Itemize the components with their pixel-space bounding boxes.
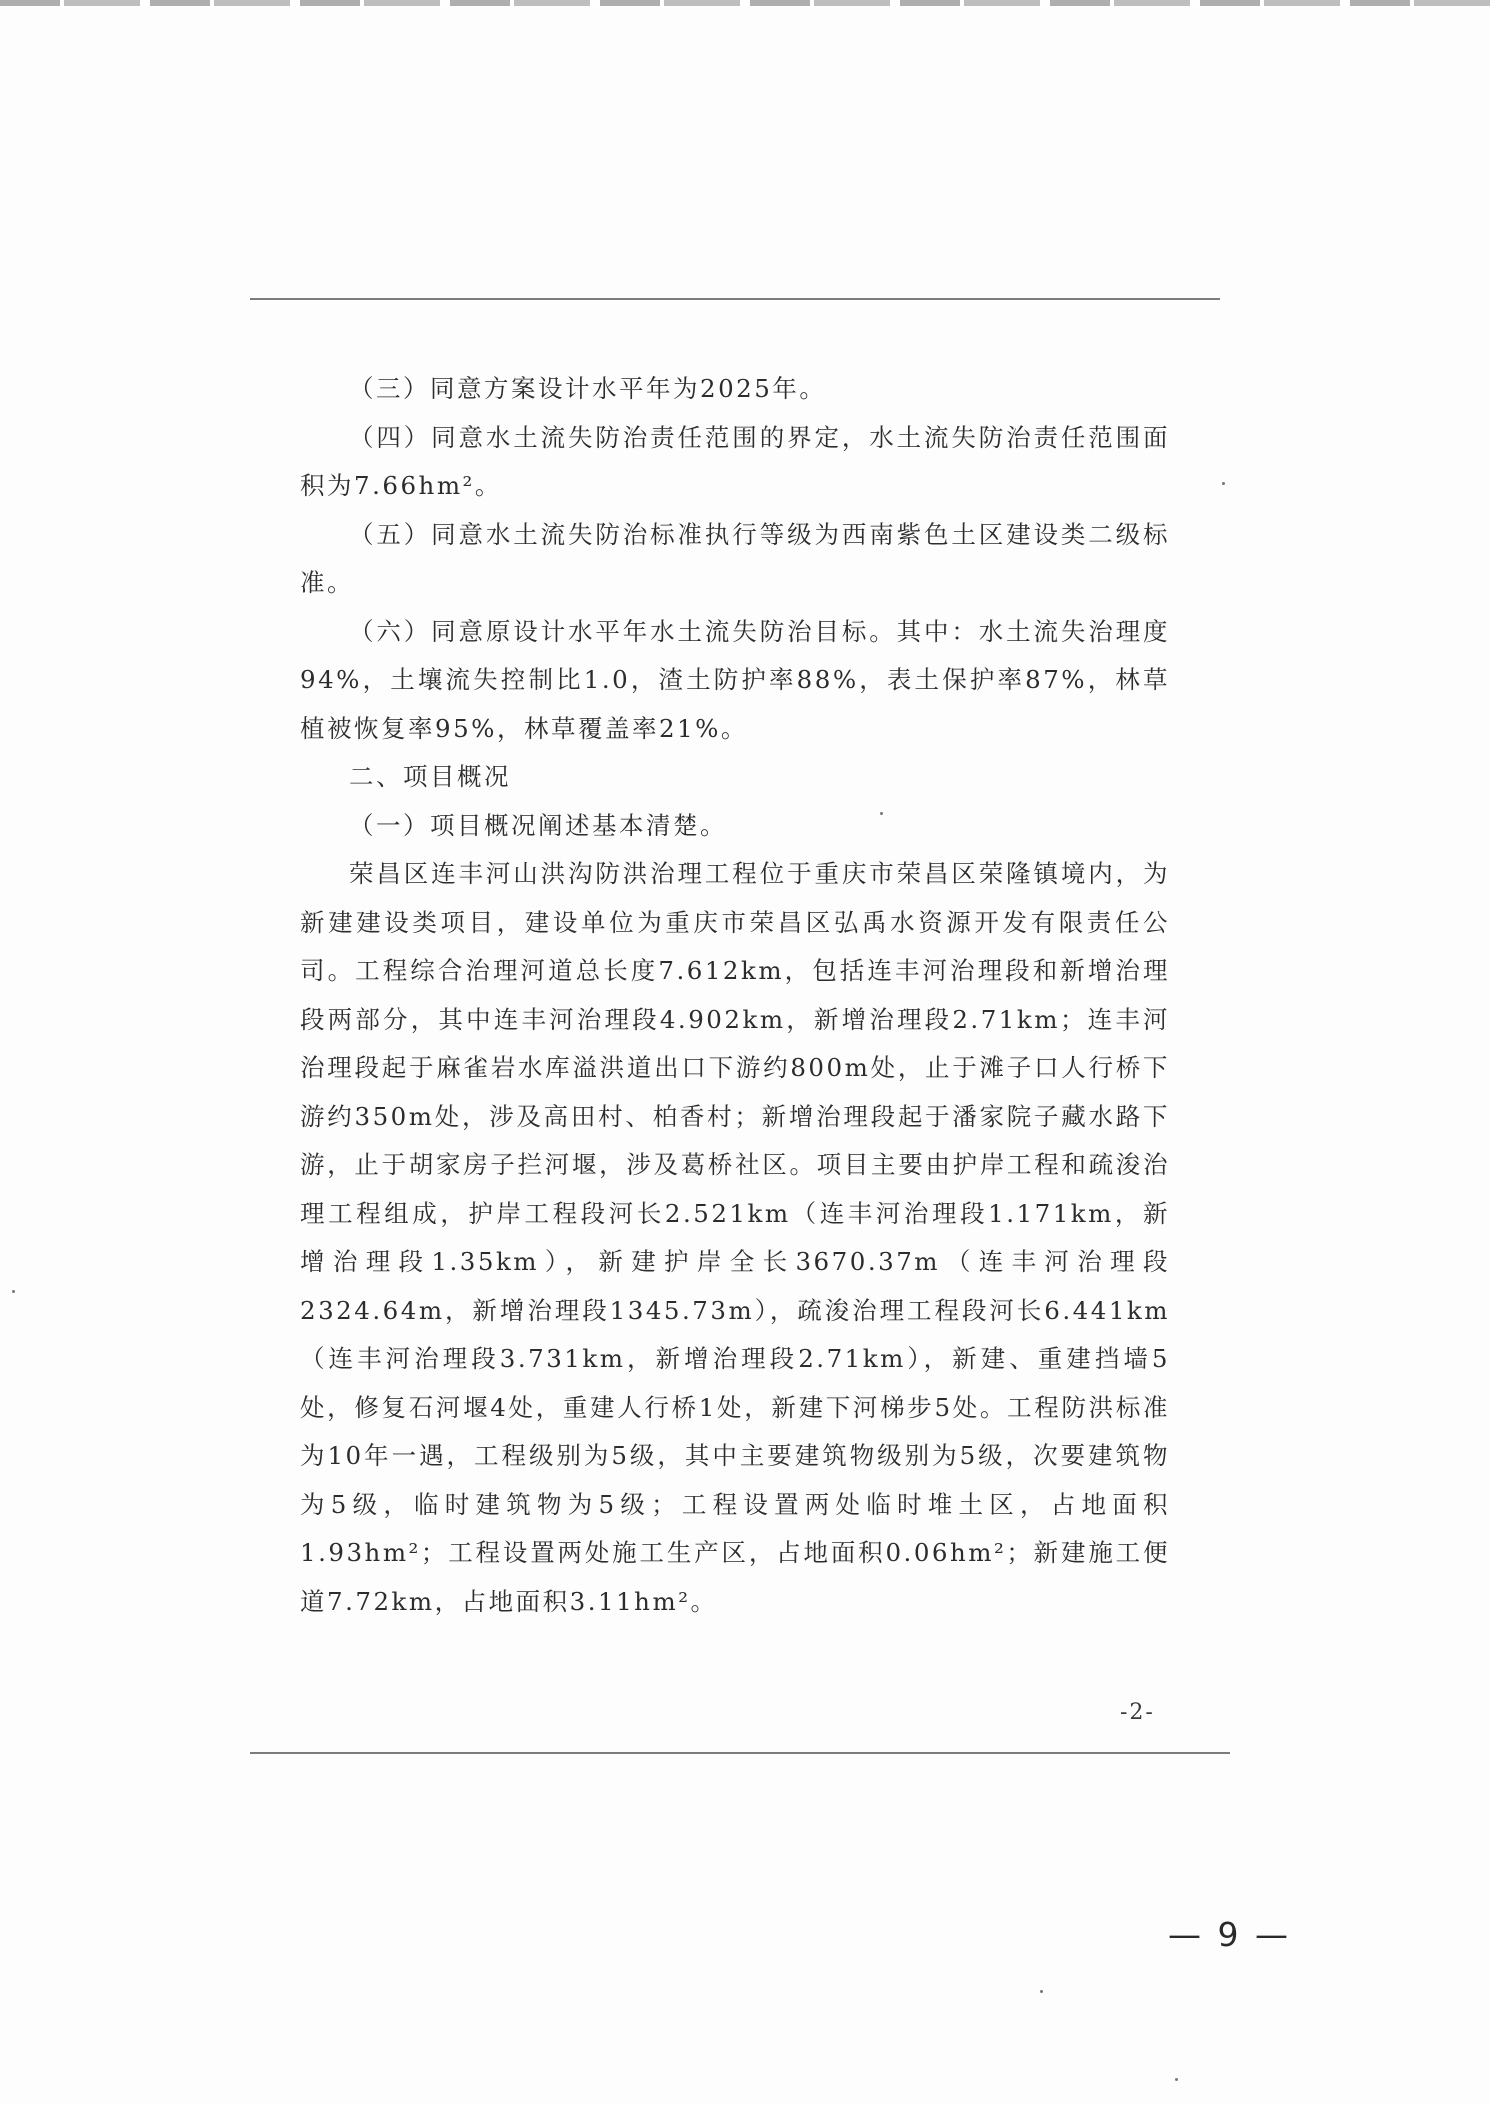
document-body [300,365,1170,1626]
scan-speck [12,1290,15,1293]
paragraph-prevention-standard: （五）同意水土流失防治标准执行等级为西南紫色土区建设类二级标准。 [300,519,1170,597]
outer-page-number: — 9 — [1168,1915,1291,1954]
scan-speck [1222,482,1225,485]
scan-speck [1040,1990,1043,1993]
paragraph-prevention-targets: （六）同意原设计水平年水土流失防治目标。其中：水土流失治理度94%，土壤流失控制比1.0，渣土防护率88%，表土保护率87%，林草植被恢复率95%，林草覆盖率21%。 [300,616,1170,743]
scan-top-edge [0,0,1490,6]
scan-speck [880,812,883,815]
paragraph-responsibility-scope: （四）同意水土流失防治责任范围的界定，水土流失防治责任范围面积为7.66hm²。 [300,422,1170,500]
top-divider [250,298,1220,300]
paragraph-project-description: 荣昌区连丰河山洪沟防洪治理工程位于重庆市荣昌区荣隆镇境内，为新建建设类项目，建设单位为重庆市荣昌区弘禹水资源开发有限责任公司。工程综合治理河道总长度7.612km，包括连丰河治理段和新增治理段两部分，其中连丰河治理段4.902km，新增治理段2.71km；连丰河治理段起于麻雀岩水库溢洪道出口下游约800m处，止于滩子口人行桥下游约350m处，涉及高田村、柏香村；新增治理段起于潘家院子藏水路下游，止于胡家房子拦河堰，涉及葛桥社区。项目主要由护岸工程和疏浚治理工程组成，护岸工程段河长2.521km（连丰河治理段1.171km，新增治理段1.35km），新建护岸全长3670.37m（连丰河治理段2324.64m，新增治理段1345.73m），疏浚治理工程段河长6.441km（连丰河治理段3.731km，新增治理段2.71km），新建、重建挡墙5处，修复石河堰4处，重建人行桥1处，新建下河梯步5处。工程防洪标准为10年一遇，工程级别为5级，其中主要建筑物级别为5级，次要建筑物为5级，临时建筑物为5级；工程设置两处临时堆土区，占地面积1.93hm²；工程设置两处施工生产区，占地面积0.06hm²；新建施工便道7.72km，占地面积3.11hm²。 [300,859,1170,1616]
scan-speck [1175,2078,1178,2081]
section-heading-project-overview: 二、项目概况 [349,762,511,791]
bottom-divider [250,1752,1230,1754]
paragraph-design-year: （三）同意方案设计水平年为2025年。 [349,374,827,403]
inner-page-number: -2- [1120,1700,1155,1725]
paragraph-overview-summary: （一）项目概况阐述基本清楚。 [349,810,727,840]
